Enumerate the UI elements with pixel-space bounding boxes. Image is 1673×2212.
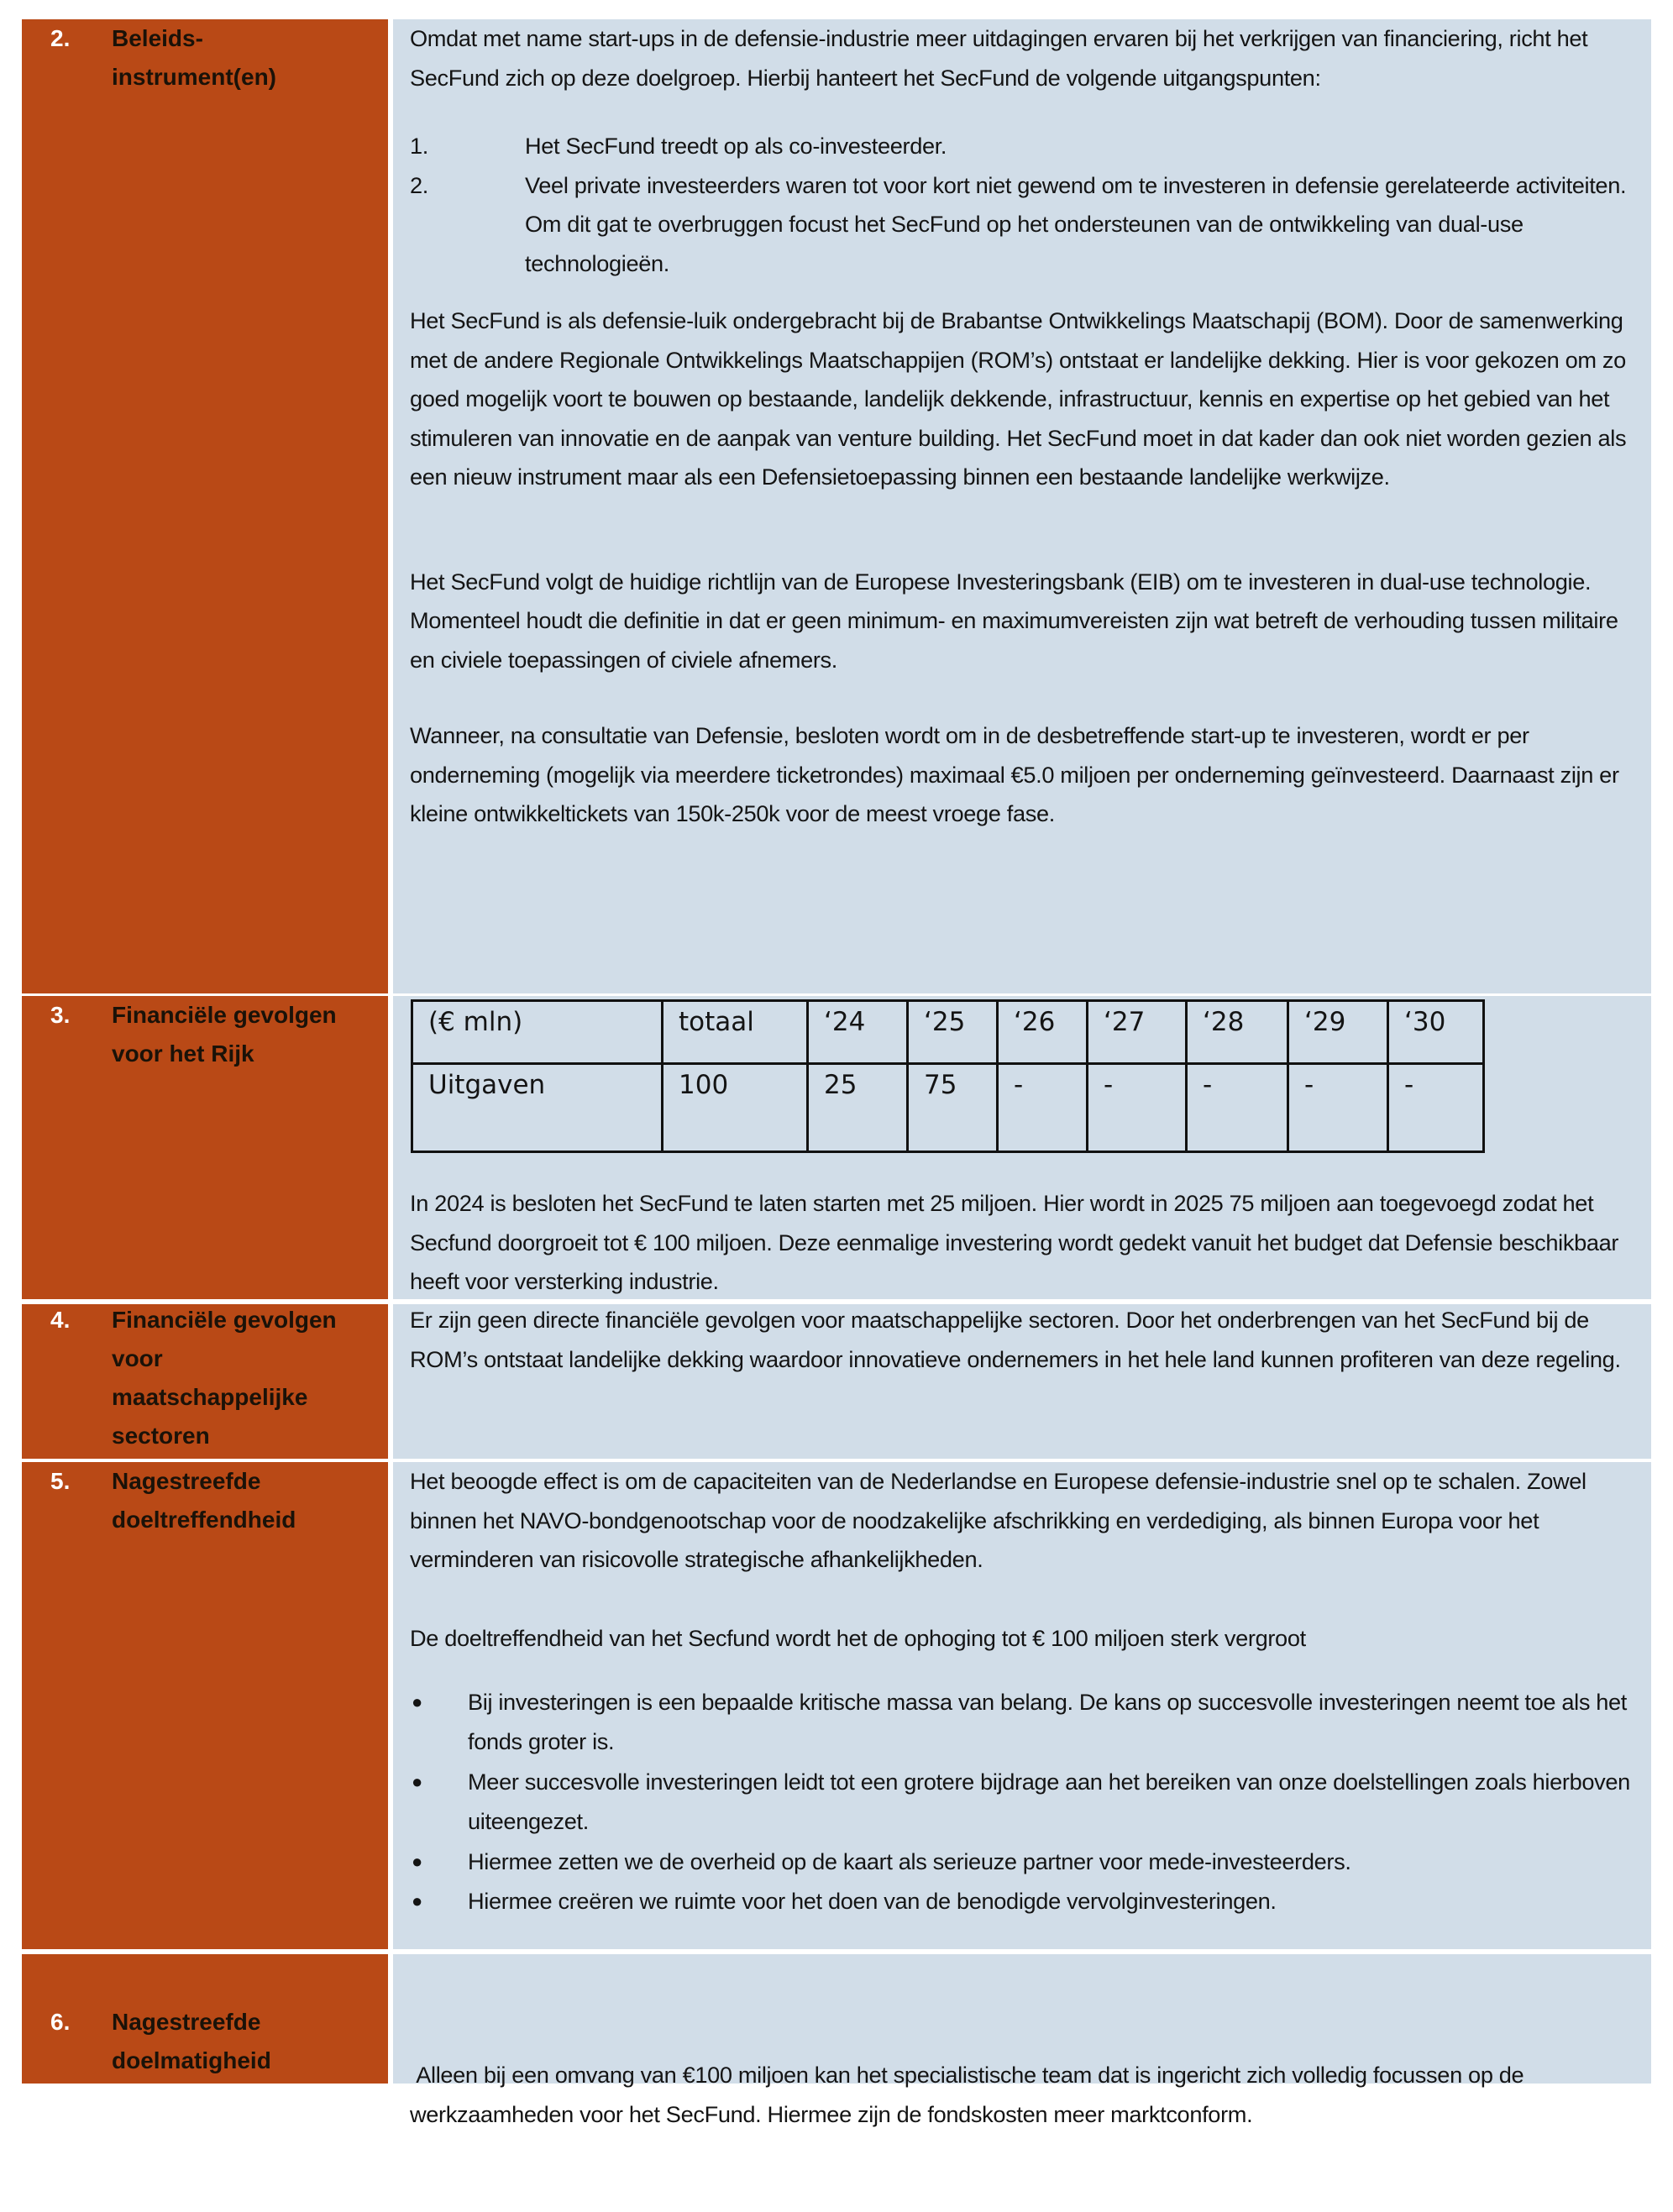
table-cell: - — [998, 1064, 1088, 1152]
table-header-cell: ‘26 — [998, 1001, 1088, 1064]
row-label: Financiële gevolgen voor maatschappelijke sectoren — [112, 1307, 337, 1449]
row-financiele-gevolgen-rijk — [22, 996, 1651, 1299]
list-item: ● Hiermee creëren we ruimte voor het doen van de benodigde vervolginvesteringen. — [410, 1882, 1639, 1921]
row-financiele-gevolgen-sectoren — [22, 1304, 1651, 1459]
row-content-cell — [393, 1954, 1651, 2127]
bullet-icon: ● — [412, 1771, 422, 1792]
table-header-cell: (€ mln) — [412, 1001, 663, 1064]
row-label: Nagestreefde doelmatigheid — [112, 2009, 271, 2073]
table-cell: - — [1088, 1064, 1187, 1152]
row-content-cell — [393, 1462, 1651, 1949]
table-cell: 75 — [908, 1064, 998, 1152]
paragraph: In 2024 is besloten het SecFund te laten starten met 25 miljoen. Hier wordt in 2025 75 miljoen aan toegevoegd zodat het Secfund doorgroeit tot € 100 miljoen. Deze eenmalige investering wordt gedekt vanuit het budget dat Defensie beschikbaar heeft voor versterking industrie. — [410, 1190, 1619, 1294]
paragraph: Wanneer, na consultatie van Defensie, besloten wordt om in de desbetreffende start-up te investeren, wordt er per onderneming (mogelijk via meerdere ticketrondes) maximaal €5.0 miljoen per onderneming geïnvesteerd. Daarnaast zijn er kleine ontwikkeltickets van 150k-250k voor de meest vroege fase. — [410, 722, 1619, 826]
row-number: 2. — [50, 25, 71, 51]
list-item: ● Meer succesvolle investeringen leidt tot een grotere bijdrage aan het bereiken van onze doelstellingen zoals hierboven uiteengezet. — [410, 1763, 1639, 1841]
paragraph: Het beoogde effect is om de capaciteiten van de Nederlandse en Europese defensie-industrie snel op te schalen. Zowel binnen het NAVO-bondgenootschap voor de noodzakelijke afschrikking en verdediging, als binnen Europa voor het verminderen van risicovolle strategische afhankelijkheden. — [410, 1468, 1586, 1572]
table-header-cell: ‘27 — [1088, 1001, 1187, 1064]
row-doeltreffendheid — [22, 1462, 1651, 1949]
row-content-cell — [393, 1304, 1651, 1459]
table-header-cell: ‘30 — [1388, 1001, 1484, 1064]
table-header-cell: ‘24 — [808, 1001, 908, 1064]
row-number: 6. — [50, 2009, 71, 2035]
list-item: 1. Het SecFund treedt op als co-investeerder. — [410, 133, 947, 159]
table-cell: 25 — [808, 1064, 908, 1152]
row-label: Financiële gevolgen voor het Rijk — [112, 1002, 337, 1067]
financial-table — [411, 999, 1485, 1153]
row-label: Beleids- instrument(en) — [112, 25, 276, 90]
table-header-cell: totaal — [663, 1001, 808, 1064]
table-header-cell: ‘29 — [1288, 1001, 1388, 1064]
bullet-icon: ● — [412, 1890, 422, 1911]
row-beleidsinstrumenten — [22, 19, 1651, 993]
list-item: 2. Veel private investeerders waren tot voor kort niet gewend om te investeren in defensie gerelateerde activiteiten. Om dit gat te overbruggen focust het SecFund op het ondersteunen van de ontwikkeling van dual-use technologieën. — [410, 171, 1627, 276]
table-cell: - — [1388, 1064, 1484, 1152]
bullet-list — [410, 1683, 1639, 1921]
table-header-cell: ‘25 — [908, 1001, 998, 1064]
paragraph: De doeltreffendheid van het Secfund wordt het de ophoging tot € 100 miljoen sterk vergroot — [410, 1624, 1306, 1651]
row-label: Nagestreefde doeltreffendheid — [112, 1468, 296, 1533]
paragraph: Er zijn geen directe financiële gevolgen voor maatschappelijke sectoren. Door het onderbrengen van het SecFund bij de ROM’s ontstaat landelijke dekking waardoor innovatieve ondernemers in het hele land kunnen profiteren van deze regeling. — [410, 1307, 1621, 1372]
row-content-cell — [393, 996, 1651, 1299]
row-label-cell — [22, 1954, 388, 2084]
table-cell: 100 — [663, 1064, 808, 1152]
row-number: 4. — [50, 1307, 71, 1333]
row-label-cell — [22, 1462, 388, 1949]
bullet-icon: ● — [412, 1851, 422, 1872]
paragraph: Het SecFund volgt de huidige richtlijn van de Europese Investeringsbank (EIB) om te investeren in dual-use technologie. Momenteel houdt die definitie in dat er geen minimum- en maximumvereisten zijn wat betreft de verhouding tussen militaire en civiele toepassingen of civiele afnemers. — [410, 568, 1618, 673]
table-header-row — [412, 1001, 1484, 1064]
numbered-list — [410, 127, 1639, 283]
paragraph: Alleen bij een omvang van €100 miljoen kan het specialistische team dat is ingericht zich volledig focussen op de werkzaamheden voor het SecFund. Hiermee zijn de fondskosten meer marktconform. — [410, 2062, 1530, 2127]
row-content-cell — [393, 19, 1651, 993]
bullet-icon: ● — [412, 1691, 422, 1712]
table-cell: - — [1288, 1064, 1388, 1152]
table-row — [412, 1064, 1484, 1152]
row-doelmatigheid — [22, 1954, 1651, 2127]
row-label-cell — [22, 996, 388, 1299]
row-label-cell — [22, 19, 388, 993]
list-item: ● Bij investeringen is een bepaalde kritische massa van belang. De kans op succesvolle investeringen neemt toe als het fonds groter is. — [410, 1683, 1639, 1761]
row-label-cell — [22, 1304, 388, 1459]
paragraph: Het SecFund is als defensie-luik ondergebracht bij de Brabantse Ontwikkelings Maatschapij (BOM). Door de samenwerking met de andere Regionale Ontwikkelings Maatschappijen (ROM’s) ontstaat er landelijke dekking. Hier is voor gekozen om zo goed mogelijk voort te bouwen op bestaande, landelijk dekkende, infrastructuur, kennis en expertise op het gebied van het stimuleren van innovatie en de aanpak van venture building. Het SecFund moet in dat kader dan ook niet worden gezien als een nieuw instrument maar als een Defensietoepassing binnen een bestaande landelijke werkwijze. — [410, 307, 1627, 490]
intro-paragraph: Omdat met name start-ups in de defensie-industrie meer uitdagingen ervaren bij het verkrijgen van financiering, richt het SecFund zich op deze doelgroep. Hierbij hanteert het SecFund de volgende uitgangspunten: — [410, 25, 1588, 91]
table-cell: Uitgaven — [412, 1064, 663, 1152]
table-cell: - — [1187, 1064, 1288, 1152]
row-number: 3. — [50, 1002, 71, 1028]
table-header-cell: ‘28 — [1187, 1001, 1288, 1064]
list-item: ● Hiermee zetten we de overheid op de kaart als serieuze partner voor mede-investeerders. — [410, 1842, 1639, 1882]
row-number: 5. — [50, 1468, 71, 1494]
